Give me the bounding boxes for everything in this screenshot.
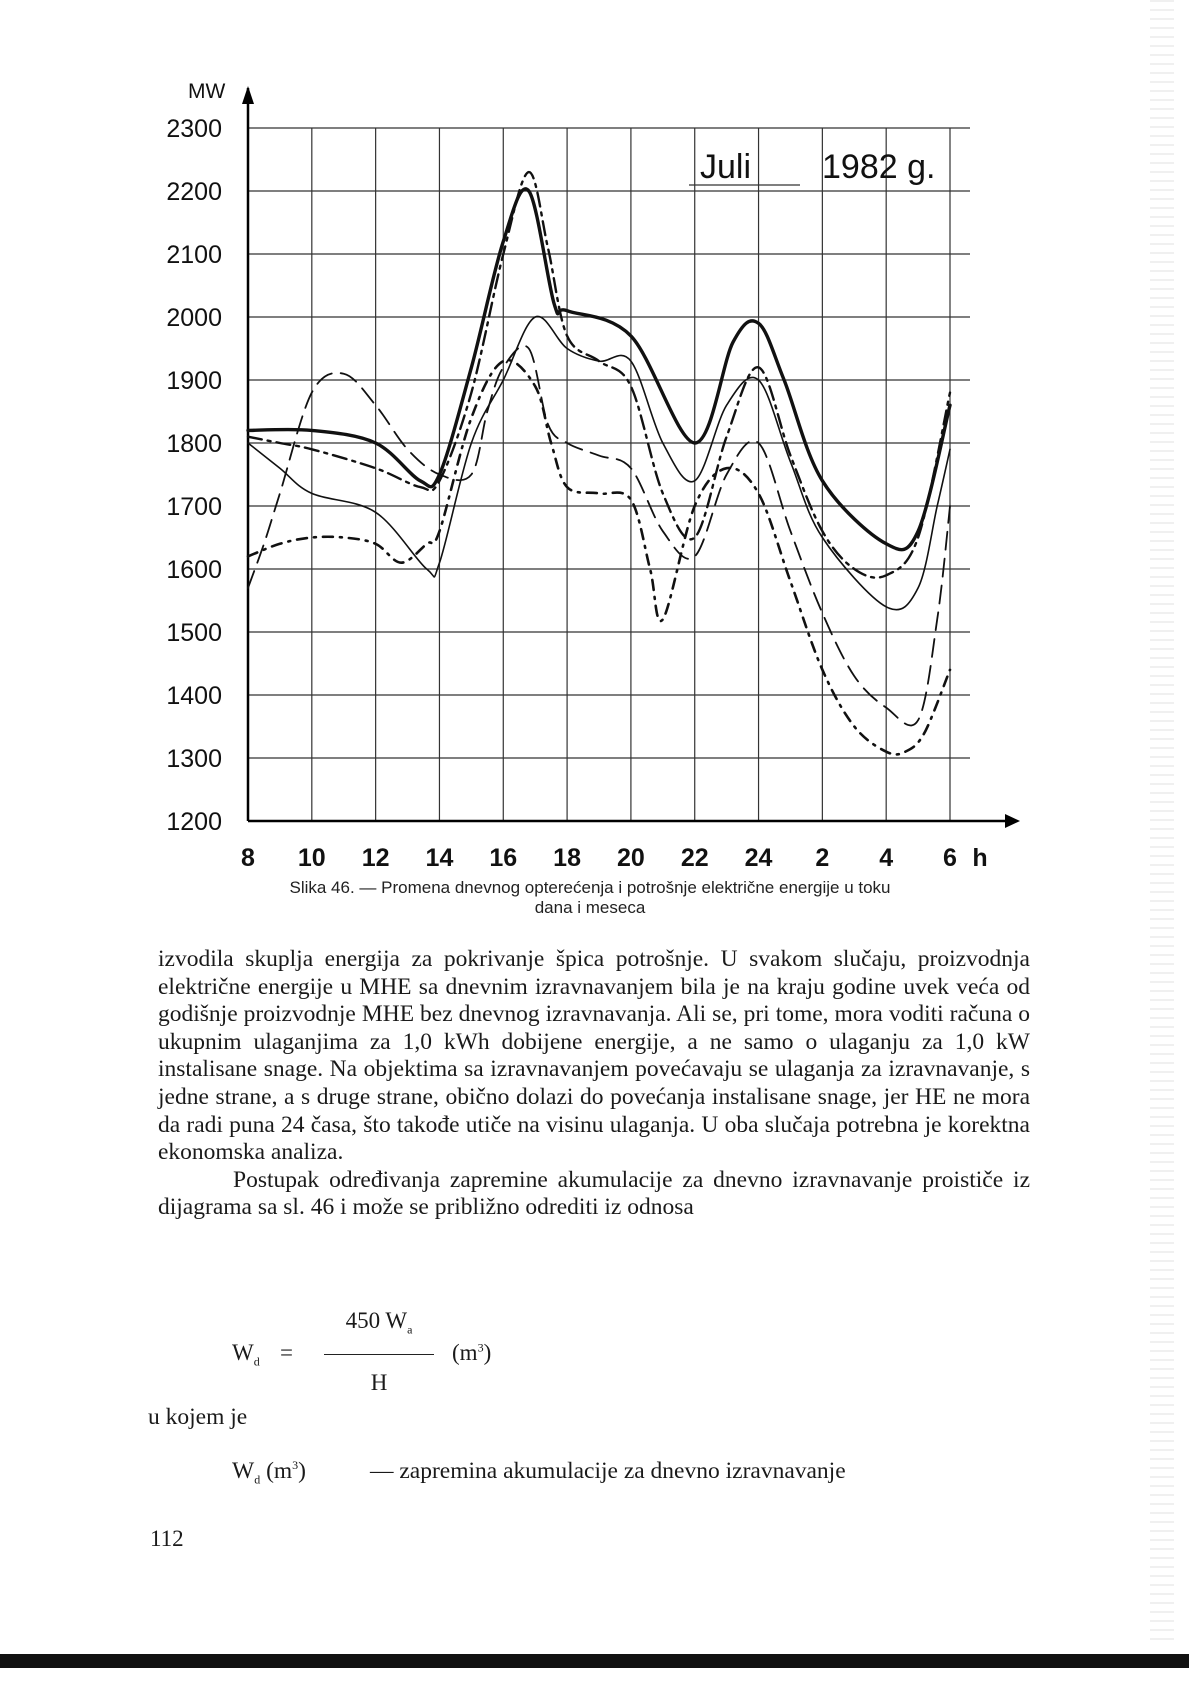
series-layer xyxy=(248,172,950,754)
x-tick-label: 10 xyxy=(297,844,326,872)
x-tick-label: 16 xyxy=(489,844,518,872)
y-tick-label: 1400 xyxy=(166,682,222,710)
x-tick-label: 24 xyxy=(744,844,773,872)
y-tick-label: 1800 xyxy=(166,430,222,458)
x-tick-labels xyxy=(241,844,988,872)
page-number: 112 xyxy=(150,1526,184,1551)
month-annotation xyxy=(700,148,751,186)
scan-margin-artifact xyxy=(1150,0,1174,1640)
y-tick-label: 1700 xyxy=(166,493,222,521)
y-tick-labels xyxy=(166,115,222,836)
definition-intro: u kojem je xyxy=(148,1404,248,1430)
series-line-1 xyxy=(248,189,950,550)
paragraph-1: izvodila skuplja energija za pokrivanje špica potrošnje. U svakom slučaju, proizvodnja električne energije u MHE sa dnevnim izravnavanjem bila je na kraju godine uvek veća od godišnje proizvodnje MHE bez dnevnog izravnavanja. Ali se, pri tome, mora voditi računa o ukupnim ulaganjima za 1,0 kWh dobijene energije, a ne samo o ulaganju za 1,0 kW instalisane snage. Na objektima sa izravnavanjem povećavaju se ulaganja za izravnavanje, s jedne strane, a s druge strane, obično dolazi do povećanja instalisane snage, jer HE ne mora da radi puna 24 časa, što takođe utiče na visinu ulaganja. U oba slučaja potrebna je korektna ekonomska analiza. xyxy=(158,946,1030,1166)
y-tick-label: 1600 xyxy=(166,556,222,584)
series-line-3 xyxy=(248,316,950,609)
month-label: Juli xyxy=(700,148,752,186)
figure-caption xyxy=(150,878,1030,918)
year-label: 1982 g. xyxy=(822,148,936,186)
x-tick-label: 6 xyxy=(943,844,957,872)
y-tick-label: 1900 xyxy=(166,367,222,395)
series-line-2 xyxy=(248,172,950,578)
y-tick-label: 1200 xyxy=(166,808,222,836)
caption-line-2: dana i meseca xyxy=(534,898,646,917)
y-axis-arrow-icon xyxy=(242,86,254,104)
chart-grid xyxy=(248,128,970,821)
x-tick-label: 18 xyxy=(553,844,581,872)
x-tick-label: 22 xyxy=(680,844,709,872)
y-axis-unit-label: MW xyxy=(188,80,226,103)
definition-text: — zapremina akumulacije za dnevno izravnavanje xyxy=(370,1458,846,1484)
definition-symbol: $W_d$ $(m^3)$ xyxy=(232,1458,306,1487)
x-tick-label: 12 xyxy=(361,844,390,872)
y-tick-label: 2000 xyxy=(166,304,222,332)
caption-line-1: Slika 46. — Promena dnevnog opterećenja i potrošnje električne energije u toku xyxy=(289,878,891,897)
paragraph-2: Postupak određivanja zapremine akumulacije za dnevno izravnavanje proističe iz dijagrama sa sl. 46 i može se približno odrediti iz odnosa xyxy=(158,1166,1030,1221)
x-axis-arrow-icon xyxy=(1005,814,1020,828)
body-text xyxy=(158,946,1030,1222)
fraction-bar xyxy=(324,1354,434,1355)
x-tick-label: 14 xyxy=(425,844,454,872)
x-tick-label: 20 xyxy=(617,844,645,872)
y-tick-label: 2300 xyxy=(166,115,222,143)
x-tick-label: 4 xyxy=(879,844,894,872)
x-tick-label: 2 xyxy=(815,844,830,872)
y-tick-label: 2100 xyxy=(166,241,222,269)
y-tick-label: 1500 xyxy=(166,619,222,647)
formula-equals: = xyxy=(280,1340,293,1365)
formula-numerator: 450 $W_a$ xyxy=(345,1308,413,1337)
formula-unit: $(m^3)$ xyxy=(452,1340,492,1365)
series-line-4 xyxy=(248,346,950,726)
x-tick-label: h xyxy=(972,844,988,872)
formula-lhs: $W_d$ xyxy=(232,1340,260,1369)
x-tick-label: 8 xyxy=(241,844,255,872)
y-tick-label: 1300 xyxy=(166,745,222,773)
y-tick-label: 2200 xyxy=(166,178,222,206)
year-annotation xyxy=(822,148,935,186)
formula-volume xyxy=(232,1308,572,1398)
formula-denominator: H xyxy=(370,1370,388,1395)
scan-bottom-edge xyxy=(0,1654,1189,1668)
